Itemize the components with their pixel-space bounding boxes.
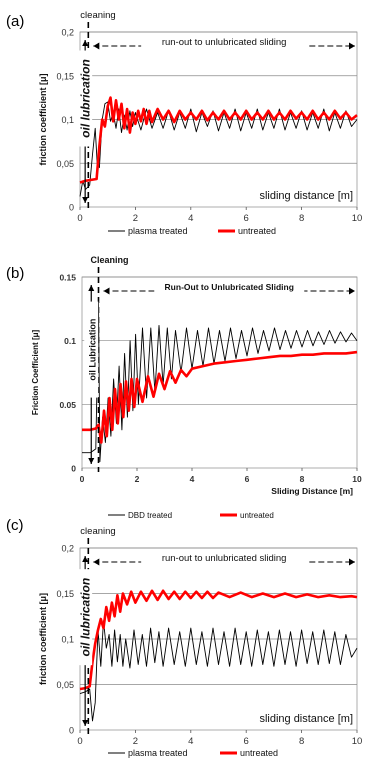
runout-label: run-out to unlubricated sliding — [161, 553, 287, 564]
y-tick-label: 0.05 — [59, 399, 76, 410]
x-tick-label: 4 — [189, 474, 195, 484]
cleaning-label: cleaning — [80, 10, 116, 21]
plot-area — [82, 277, 357, 468]
x-tick-label: 2 — [132, 736, 139, 747]
cleaning-label: cleaning — [80, 526, 116, 537]
oil-lubrication-label: oil Lubrication — [87, 318, 98, 381]
x-tick-label: 10 — [351, 736, 363, 747]
y-tick-label: 0 — [68, 725, 74, 736]
y-tick-label: 0,1 — [61, 115, 74, 125]
y-tick-label: 0,1 — [61, 634, 74, 645]
panel-label: (b) — [6, 265, 25, 282]
oil-lubrication-label: oil lubrication — [78, 577, 93, 657]
legend-label-treated: plasma treated — [128, 748, 188, 758]
y-tick-label: 0 — [71, 463, 76, 474]
x-tick-label: 6 — [243, 736, 249, 747]
legend-label-untreated: untreated — [240, 511, 274, 520]
panel-label: (a) — [6, 13, 25, 30]
x-tick-label: 0 — [77, 213, 83, 224]
x-axis-label: Sliding Distance [m] — [271, 486, 353, 496]
x-tick-label: 2 — [134, 474, 140, 484]
y-tick-label: 0,2 — [61, 543, 74, 554]
cleaning-label: Cleaning — [90, 255, 129, 265]
y-tick-label: 0,15 — [56, 71, 74, 82]
panel-label: (c) — [6, 517, 24, 534]
y-tick-label: 0.15 — [59, 272, 76, 283]
x-axis-label: sliding distance [m] — [259, 190, 353, 202]
y-axis-label: Friction Coefficient [μ] — [31, 329, 40, 416]
y-tick-label: 0,05 — [56, 680, 74, 690]
x-tick-label: 10 — [352, 474, 362, 484]
runout-label: run-out to unlubricated sliding — [161, 37, 287, 48]
x-tick-label: 4 — [188, 213, 194, 224]
y-axis-label: friction coefficient [μ] — [38, 73, 48, 166]
y-tick-label: 0,2 — [61, 27, 74, 38]
runout-label: Run-Out to Unlubricated Sliding — [164, 282, 294, 292]
x-tick-label: 0 — [77, 736, 83, 747]
x-tick-label: 2 — [132, 213, 139, 224]
x-tick-label: 6 — [243, 213, 249, 224]
chart-panel-1 — [6, 10, 362, 236]
y-tick-label: 0,15 — [56, 589, 74, 599]
y-tick-label: 0 — [68, 202, 74, 213]
x-axis-label: sliding distance [m] — [259, 713, 353, 725]
legend-label-untreated: untreated — [238, 226, 277, 236]
chart-panel-2 — [6, 255, 362, 520]
x-tick-label: 6 — [244, 474, 250, 484]
y-axis-label: friction coefficient [μ] — [38, 592, 48, 686]
legend-label-treated: DBD treated — [128, 511, 173, 520]
y-tick-label: 0.1 — [64, 336, 76, 347]
x-tick-label: 10 — [351, 213, 363, 224]
x-tick-label: 8 — [299, 474, 305, 484]
oil-lubrication-label: oil lubrication — [78, 59, 93, 138]
x-tick-label: 8 — [298, 736, 305, 747]
legend-label-treated: plasma treated — [128, 226, 188, 236]
x-tick-label: 4 — [188, 736, 194, 747]
x-tick-label: 8 — [298, 213, 305, 224]
y-tick-label: 0,05 — [56, 158, 74, 169]
legend-label-untreated: untreated — [240, 748, 279, 758]
chart-panel-3 — [6, 517, 362, 758]
x-tick-label: 0 — [79, 474, 85, 484]
